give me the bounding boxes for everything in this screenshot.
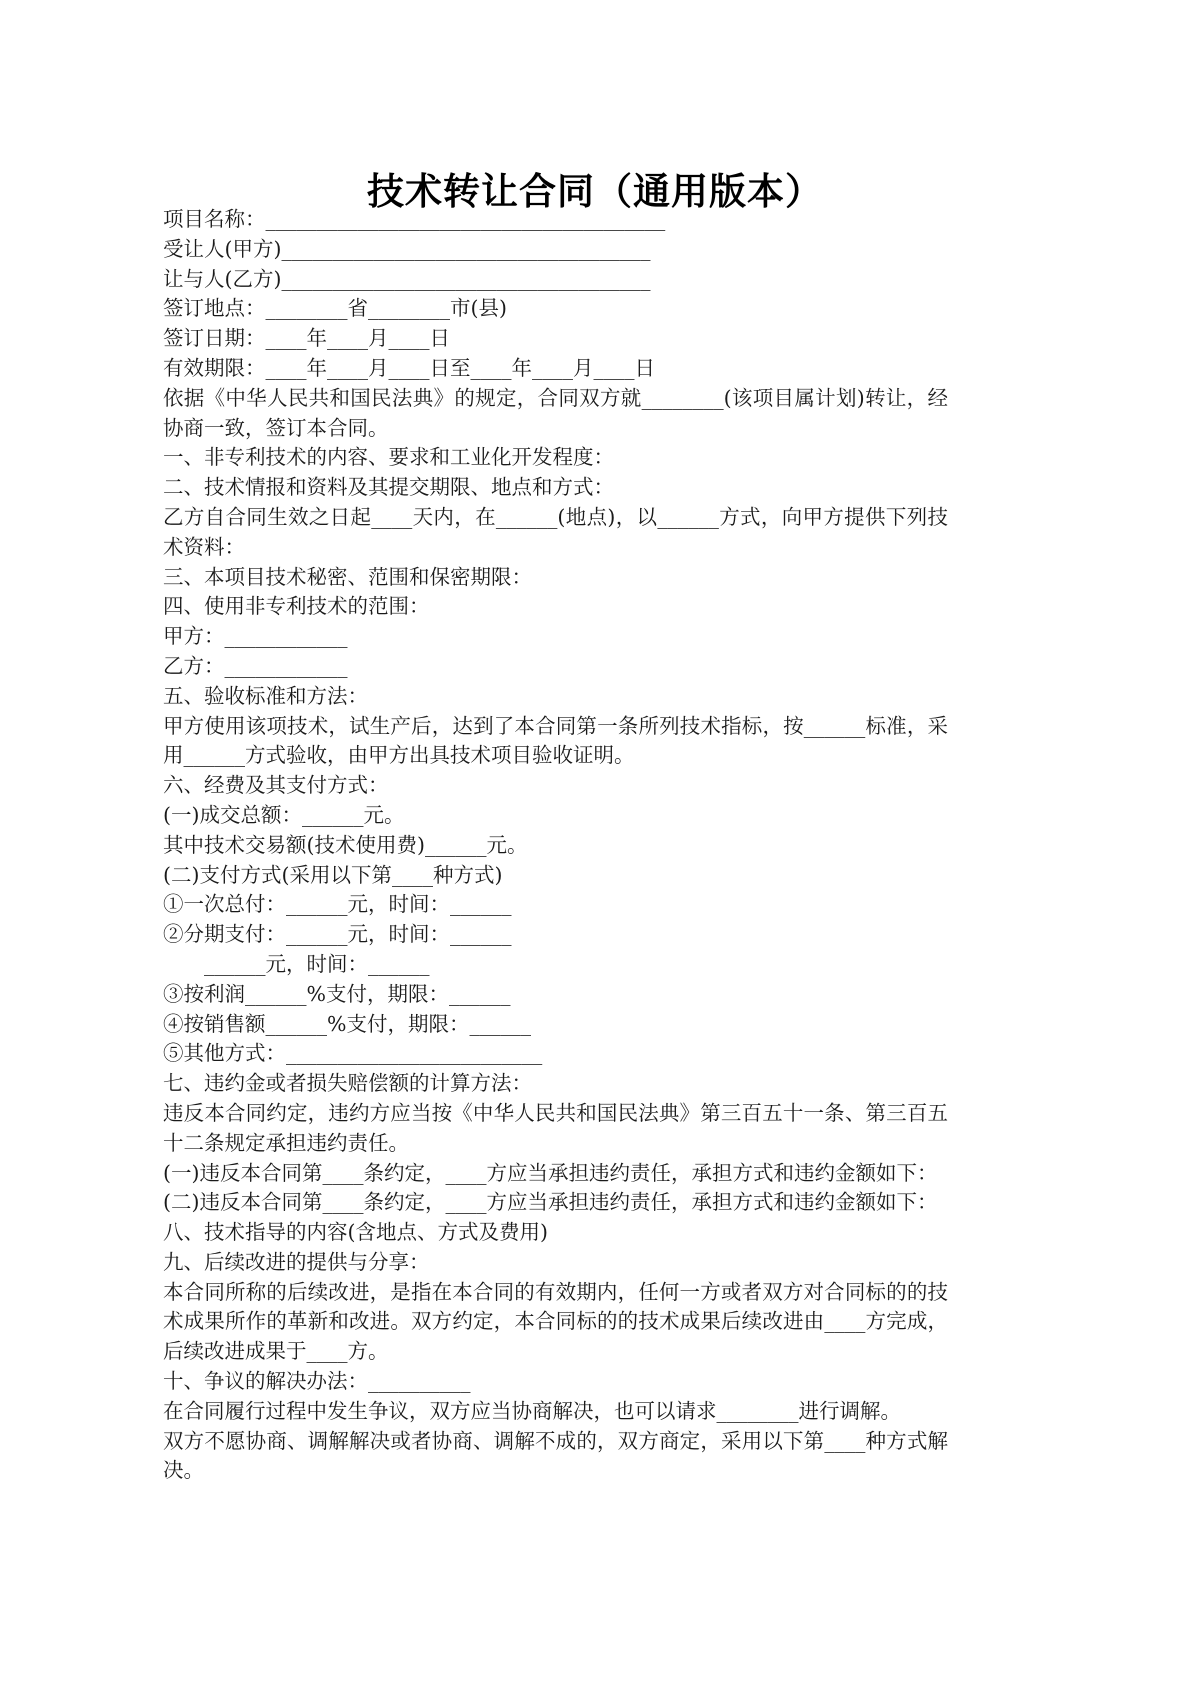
contract-line: 九、后续改进的提供与分享： — [163, 1249, 430, 1274]
contract-line: ①一次总付：______元，时间：______ — [163, 892, 512, 917]
contract-line: (二)支付方式(采用以下第____种方式) — [163, 862, 503, 887]
contract-line: (二)违反本合同第____条约定，____方应当承担违约责任，承担方式和违约金额如下： — [163, 1190, 938, 1215]
contract-line: 十、争议的解决办法：__________ — [163, 1369, 471, 1394]
contract-line: 让与人(乙方)____________________________________ — [163, 266, 651, 291]
contract-line: ______元，时间：______ — [163, 951, 430, 976]
contract-line: 违反本合同约定，违约方应当按《中华人民共和国民法典》第三百五十一条、第三百五十二条规定承担违约责任。 — [163, 1100, 948, 1155]
page-title: 技术转让合同（通用版本） — [367, 169, 823, 213]
contract-line: 乙方：____________ — [163, 653, 348, 678]
contract-line: 七、违约金或者损失赔偿额的计算方法： — [163, 1071, 532, 1096]
contract-line: ③按利润______%支付，期限：______ — [163, 981, 511, 1006]
contract-line: 五、验收标准和方法： — [163, 683, 368, 708]
contract-line: 乙方自合同生效之日起____天内，在______(地点)，以______方式，向甲方提供下列技术资料： — [163, 504, 948, 559]
contract-line: 其中技术交易额(技术使用费)______元。 — [163, 832, 528, 857]
contract-line: ④按销售额______%支付，期限：______ — [163, 1011, 531, 1036]
contract-line: 项目名称：_______________________________________ — [163, 207, 666, 231]
contract-line: 三、本项目技术秘密、范围和保密期限： — [163, 564, 532, 589]
contract-line: 八、技术指导的内容(含地点、方式及费用) — [163, 1220, 548, 1245]
contract-line: 六、经费及其支付方式： — [163, 773, 389, 798]
contract-line: 一、非专利技术的内容、要求和工业化开发程度： — [163, 445, 614, 470]
contract-line: 本合同所称的后续改进，是指在本合同的有效期内，任何一方或者双方对合同标的的技术成果所作的革新和改进。双方约定，本合同标的的技术成果后续改进由____方完成，后续改进成果于____方。 — [163, 1279, 948, 1364]
contract-body — [163, 205, 948, 1486]
contract-line: ②分期支付：______元，时间：______ — [163, 922, 512, 947]
contract-line: 双方不愿协商、调解解决或者协商、调解不成的，双方商定，采用以下第____种方式解决。 — [163, 1428, 948, 1483]
contract-line: 二、技术情报和资料及其提交期限、地点和方式： — [163, 475, 614, 500]
contract-line: 签订地点：________省________市(县) — [163, 296, 507, 321]
contract-line: 四、使用非专利技术的范围： — [163, 594, 430, 619]
contract-line: 甲方使用该项技术，试生产后，达到了本合同第一条所列技术指标，按______标准，采用______方式验收，由甲方出具技术项目验收证明。 — [163, 713, 948, 768]
contract-line: 在合同履行过程中发生争议，双方应当协商解决，也可以请求________进行调解。 — [163, 1398, 901, 1423]
contract-line: (一)成交总额：______元。 — [163, 802, 405, 827]
contract-line: 依据《中华人民共和国民法典》的规定，合同双方就________(该项目属计划)转让，经协商一致，签订本合同。 — [163, 385, 948, 440]
contract-line: ⑤其他方式：_________________________ — [163, 1041, 543, 1066]
contract-line: 受让人(甲方)____________________________________ — [163, 236, 651, 261]
contract-line: (一)违反本合同第____条约定，____方应当承担违约责任，承担方式和违约金额如下： — [163, 1160, 938, 1185]
contract-line: 签订日期：____年____月____日 — [163, 326, 450, 351]
contract-line: 甲方：____________ — [163, 624, 348, 649]
contract-line: 有效期限：____年____月____日至____年____月____日 — [163, 355, 655, 380]
